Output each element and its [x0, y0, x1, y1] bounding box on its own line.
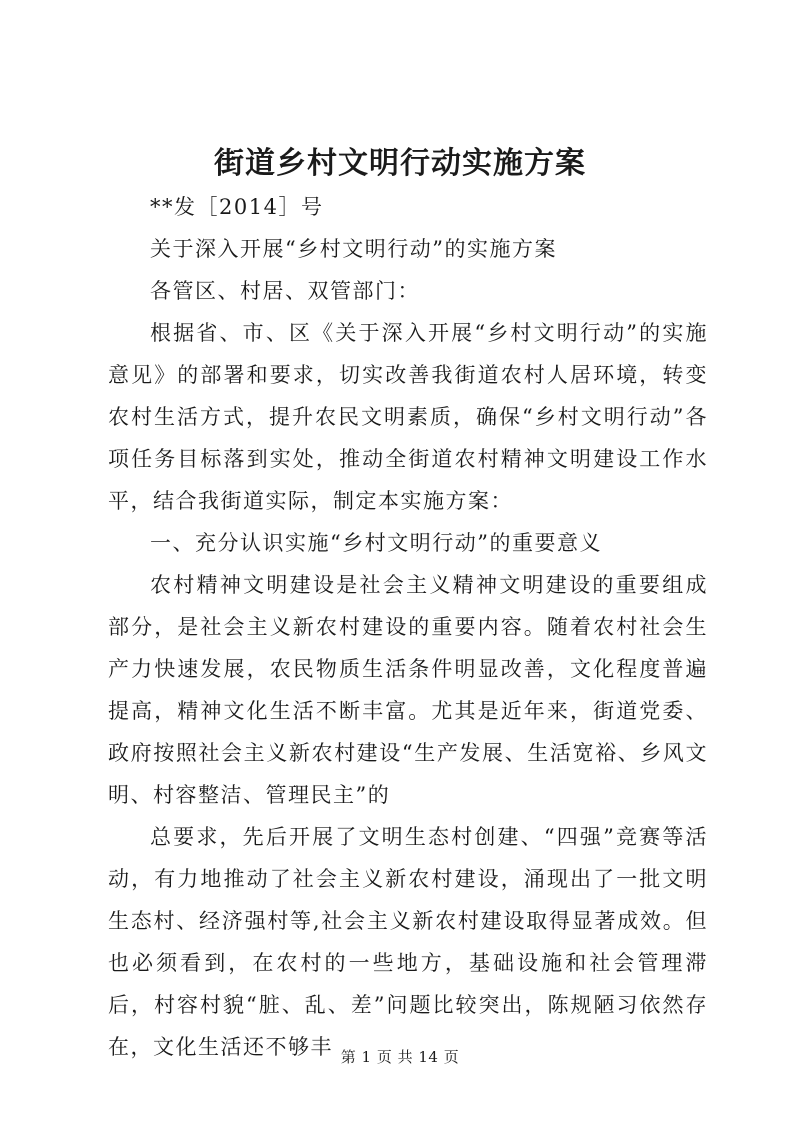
document-subject: 关于深入开展“乡村文明行动”的实施方案 — [150, 237, 557, 261]
section-heading: 一、充分认识实施“乡村文明行动”的重要意义 — [150, 531, 602, 555]
document-body — [108, 186, 708, 1068]
page-footer: 第 1 页 共 14 页 — [340, 1048, 460, 1066]
body-paragraph: 根据省、市、区《关于深入开展“乡村文明行动”的实施意见》的部署和要求，切实改善我街道农村人居环境，转变农村生活方式，提升农民文明素质，确保“乡村文明行动”各项任务目标落到实处，推动全街道农村精神文明建设工作水平，结合我街道实际，制定本实施方案： — [108, 321, 708, 513]
document-number: **发［2014］号 — [150, 195, 324, 219]
body-paragraph: 农村精神文明建设是社会主义精神文明建设的重要组成部分，是社会主义新农村建设的重要内容。随着农村社会生产力快速发展，农民物质生活条件明显改善，文化程度普遍提高，精神文化生活不断丰富。尤其是近年来，街道党委、政府按照社会主义新农村建设“生产发展、生活宽裕、乡风文明、村容整洁、管理民主”的 — [108, 573, 708, 807]
recipients-line: 各管区、村居、双管部门： — [150, 279, 420, 303]
document-title: 街道乡村文明行动实施方案 — [214, 146, 586, 181]
body-paragraph: 总要求，先后开展了文明生态村创建、“四强”竞赛等活动，有力地推动了社会主义新农村建设，涌现出了一批文明生态村、经济强村等,社会主义新农村建设取得显著成效。但也必须看到，在农村的一些地方，基础设施和社会管理滞后，村容村貌“脏、乱、差”问题比较突出，陈规陋习依然存在，文化生活还不够丰 — [108, 825, 708, 1059]
